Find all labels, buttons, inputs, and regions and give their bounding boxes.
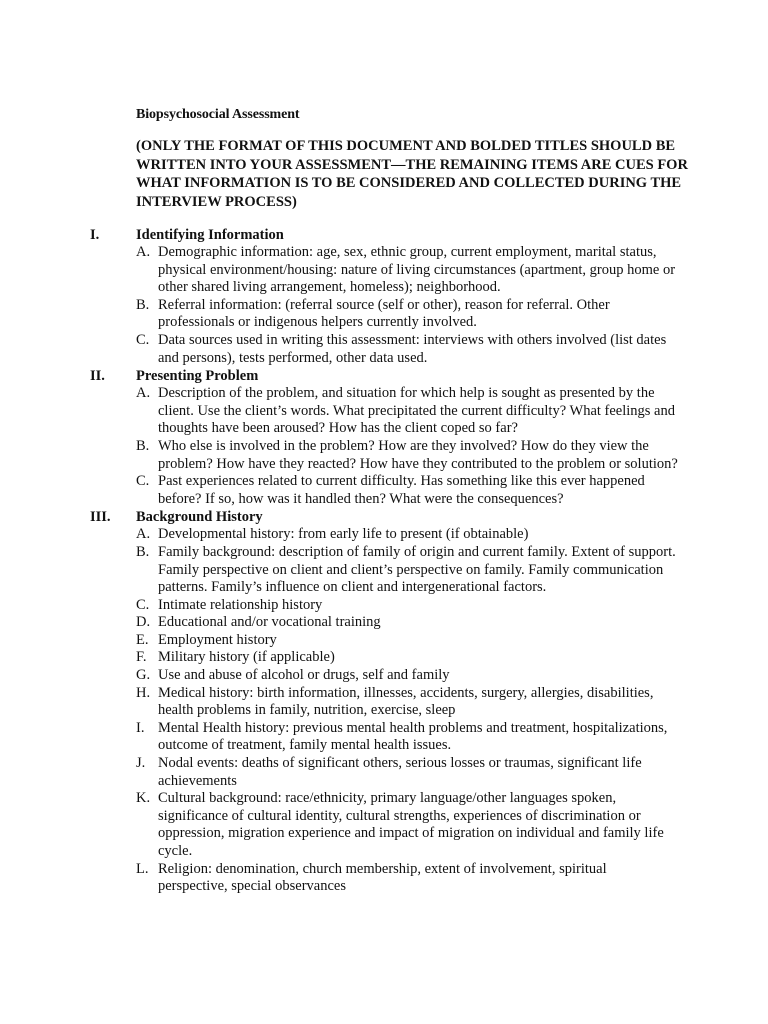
- section-title: Identifying Information: [136, 227, 284, 243]
- list-item: [0, 297, 678, 332]
- item-text: Medical history: birth information, illnesses, accidents, surgery, allergies, disabilities, health problems in family, nutrition, exercise, sleep: [158, 684, 654, 719]
- item-text: Past experiences related to current difficulty. Has something like this ever happened before? If so, how was it handled then? What were the consequences?: [158, 473, 645, 507]
- list-item: [0, 649, 678, 667]
- list-item: [0, 755, 678, 790]
- item-letter: C.: [136, 473, 150, 490]
- section-title: Background History: [136, 509, 263, 526]
- list-item: [0, 790, 678, 860]
- list-item: [0, 614, 678, 632]
- section-item-list: [0, 526, 768, 895]
- section-background-history: [0, 508, 768, 895]
- section-heading: [0, 226, 768, 244]
- list-item: [0, 244, 678, 297]
- item-text: Cultural background: race/ethnicity, primary language/other languages spoken, significance of cultural identity, cultural strengths, experiences of discrimination or oppression, migration experience and impact of migration on individual and family life cycle.: [158, 790, 664, 859]
- item-letter: C.: [136, 331, 150, 348]
- item-text: Intimate relationship history: [158, 596, 323, 613]
- section-title: Presenting Problem: [136, 368, 259, 385]
- item-letter: C.: [136, 596, 150, 613]
- item-text: Developmental history: from early life to present (if obtainable): [158, 526, 529, 543]
- section-presenting-problem: [0, 367, 768, 508]
- list-item: [0, 526, 678, 544]
- item-text: Data sources used in writing this assessment: interviews with others involved (list dates and persons), tests performed, other data used.: [158, 331, 667, 366]
- section-item-list: [0, 244, 768, 367]
- item-letter: B.: [136, 437, 150, 454]
- item-text: Description of the problem, and situation for which help is sought as presented by the client. Use the client’s words. What precipitated the current difficulty? What feelings and thoughts have been aroused? How has the client coped so far?: [158, 385, 675, 437]
- document-title: Biopsychosocial Assessment: [136, 107, 300, 122]
- item-letter: G.: [136, 667, 151, 684]
- item-letter: I.: [136, 719, 145, 736]
- section-numeral: III.: [90, 509, 111, 526]
- list-item: [0, 685, 678, 720]
- list-item: [0, 720, 678, 755]
- section-heading: [0, 508, 768, 526]
- item-text: Nodal events: deaths of significant others, serious losses or traumas, significant life achievements: [158, 755, 642, 789]
- section-numeral: I.: [90, 227, 100, 243]
- format-instructions-note: (ONLY THE FORMAT OF THIS DOCUMENT AND BOLDED TITLES SHOULD BE WRITTEN INTO YOUR ASSESSMENT—THE REMAINING ITEMS ARE CUES FOR WHAT INFORMATION IS TO BE CONSIDERED AND COLLECTED DURING THE INTERVIEW PROCESS): [136, 138, 688, 210]
- item-text: Educational and/or vocational training: [158, 614, 381, 631]
- list-item: [0, 438, 678, 473]
- item-letter: F.: [136, 649, 147, 666]
- item-letter: A.: [136, 526, 151, 543]
- list-item: [0, 473, 678, 508]
- item-letter: K.: [136, 790, 151, 807]
- item-text: Religion: denomination, church membership, extent of involvement, spiritual perspective, special observances: [158, 860, 607, 895]
- section-numeral: II.: [90, 368, 105, 385]
- list-item: [0, 332, 678, 367]
- list-item: [0, 385, 678, 438]
- list-item: [0, 667, 678, 685]
- item-letter: A.: [136, 385, 151, 402]
- item-text: Referral information: (referral source (self or other), reason for referral. Other professionals or indigenous helpers currently involved.: [158, 296, 610, 331]
- item-letter: L.: [136, 860, 149, 877]
- item-text: Demographic information: age, sex, ethnic group, current employment, marital status, physical environment/housing: nature of living circumstances (apartment, group home or other shared living arrangement, homeless); neighborhood.: [158, 244, 676, 296]
- item-text: Military history (if applicable): [158, 649, 335, 666]
- item-letter: B.: [136, 296, 150, 313]
- list-item: [0, 544, 678, 597]
- item-letter: B.: [136, 543, 150, 560]
- section-identifying-information: [0, 226, 768, 367]
- section-heading: [0, 367, 768, 385]
- item-text: Employment history: [158, 631, 277, 648]
- item-letter: H.: [136, 684, 151, 701]
- list-item: [0, 632, 678, 650]
- item-text: Family background: description of family of origin and current family. Extent of support. Family perspective on client and client’s perspective on family. Family communication patterns. Family’s influence on client and intergenerational factors.: [158, 543, 676, 596]
- list-item: [0, 597, 678, 615]
- list-item: [0, 861, 678, 896]
- item-letter: J.: [136, 755, 146, 772]
- item-text: Use and abuse of alcohol or drugs, self and family: [158, 667, 450, 684]
- item-letter: D.: [136, 614, 151, 631]
- item-letter: A.: [136, 244, 151, 260]
- assessment-sections: [0, 226, 768, 896]
- item-text: Who else is involved in the problem? How are they involved? How do they view the problem? How have they reacted? How have they contributed to the problem or solution?: [158, 437, 678, 472]
- section-item-list: [0, 385, 768, 508]
- item-letter: E.: [136, 631, 149, 648]
- item-text: Mental Health history: previous mental health problems and treatment, hospitalizations, outcome of treatment, family mental health issues.: [158, 719, 668, 754]
